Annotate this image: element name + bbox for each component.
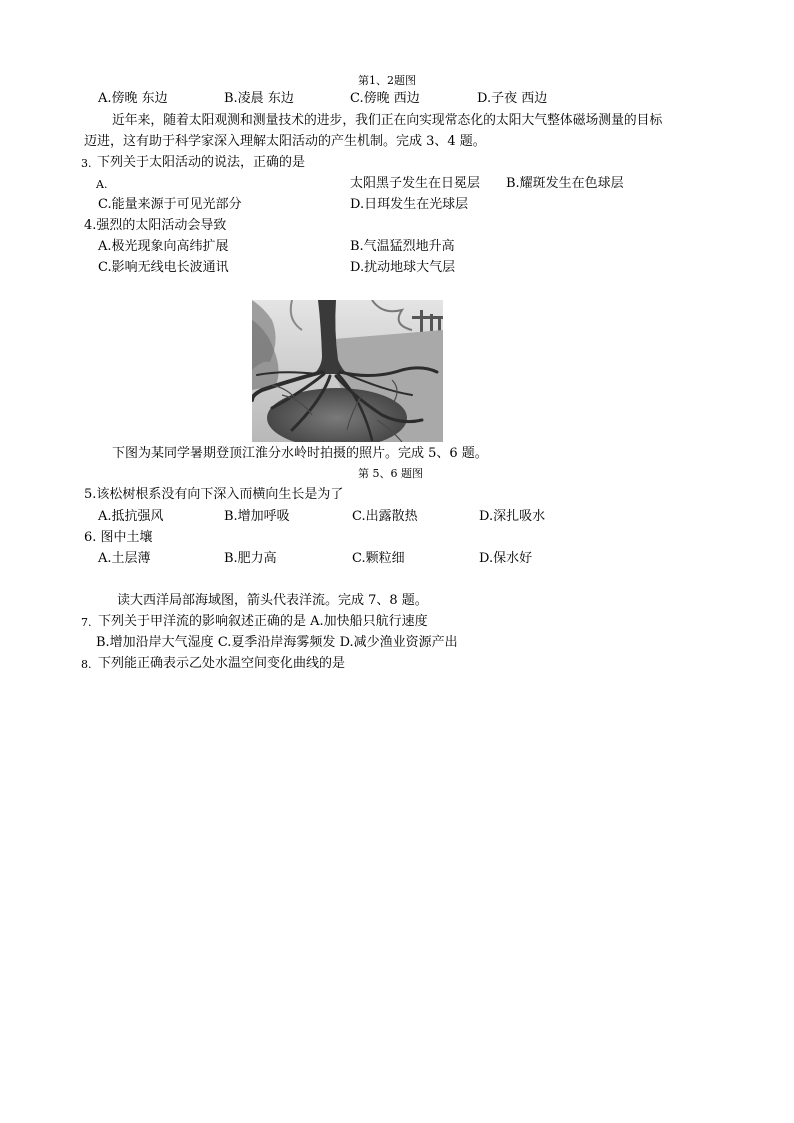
q6-stem: 6. 图中土壤	[84, 530, 153, 545]
q6-option-c: C.颗粒细	[352, 551, 405, 566]
q2-option-b: B.凌晨 东边	[224, 91, 294, 106]
q4-option-d: D.扰动地球大气层	[350, 260, 456, 275]
q2-option-c: C.傍晚 西边	[350, 91, 420, 106]
q7-options-line: B.增加沿岸大气湿度 C.夏季沿岸海雾频发 D.减少渔业资源产出	[96, 635, 458, 650]
figure-caption-5-6: 第 5、6 题图	[358, 467, 423, 480]
q3-option-a-letter: A.	[96, 178, 108, 191]
q4-option-c: C.影响无线电长波通讯	[98, 260, 229, 275]
intro-3-4-line2: 迈进，这有助于科学家深入理解太阳活动的产生机制。完成 3、4 题。	[84, 134, 486, 149]
q5-option-a: A.抵抗强风	[98, 509, 164, 524]
q5-option-b: B.增加呼吸	[224, 509, 290, 524]
intro-3-4-line1: 近年来，随着太阳观测和测量技术的进步，我们正在向实现常态化的太阳大气整体磁场测量的目标	[112, 113, 663, 128]
q5-option-c: C.出露散热	[352, 509, 418, 524]
q3-stem: 下列关于太阳活动的说法，正确的是	[97, 155, 306, 170]
q5-stem: 5.该松树根系没有向下深入而横向生长是为了	[84, 487, 344, 502]
q7-number: 7.	[81, 616, 92, 629]
q4-option-a: A.极光现象向高纬扩展	[98, 239, 229, 254]
q6-option-b: B.肥力高	[224, 551, 277, 566]
q4-stem: 4.强烈的太阳活动会导致	[84, 218, 227, 233]
q2-option-d: D.子夜 西边	[477, 91, 548, 106]
figure-caption-1-2: 第1、2题图	[358, 74, 416, 87]
q3-option-d: D.日珥发生在光球层	[350, 197, 469, 212]
intro-5-6: 下图为某同学暑期登顶江淮分水岭时拍摄的照片。完成 5、6 题。	[112, 446, 488, 461]
q8-number: 8.	[81, 658, 92, 671]
q5-option-d: D.深扎吸水	[479, 509, 546, 524]
q3-option-c: C.能量来源于可见光部分	[98, 197, 242, 212]
q4-option-b: B.气温猛烈地升高	[350, 239, 455, 254]
q8-stem: 下列能正确表示乙处水温空间变化曲线的是	[98, 656, 346, 671]
q6-option-d: D.保水好	[479, 551, 533, 566]
q3-number: 3.	[81, 157, 92, 170]
q3-option-b: B.耀斑发生在色球层	[506, 176, 624, 191]
q2-option-a: A.傍晚 东边	[98, 91, 168, 106]
pine-tree-roots-photo	[252, 300, 443, 442]
q3-option-a-text: 太阳黑子发生在日冕层	[350, 176, 481, 191]
q6-option-a: A.土层薄	[98, 551, 151, 566]
intro-7-8: 读大西洋局部海域图，箭头代表洋流。完成 7、8 题。	[117, 593, 428, 608]
q7-stem: 下列关于甲洋流的影响叙述正确的是 A.加快船只航行速度	[98, 614, 428, 629]
